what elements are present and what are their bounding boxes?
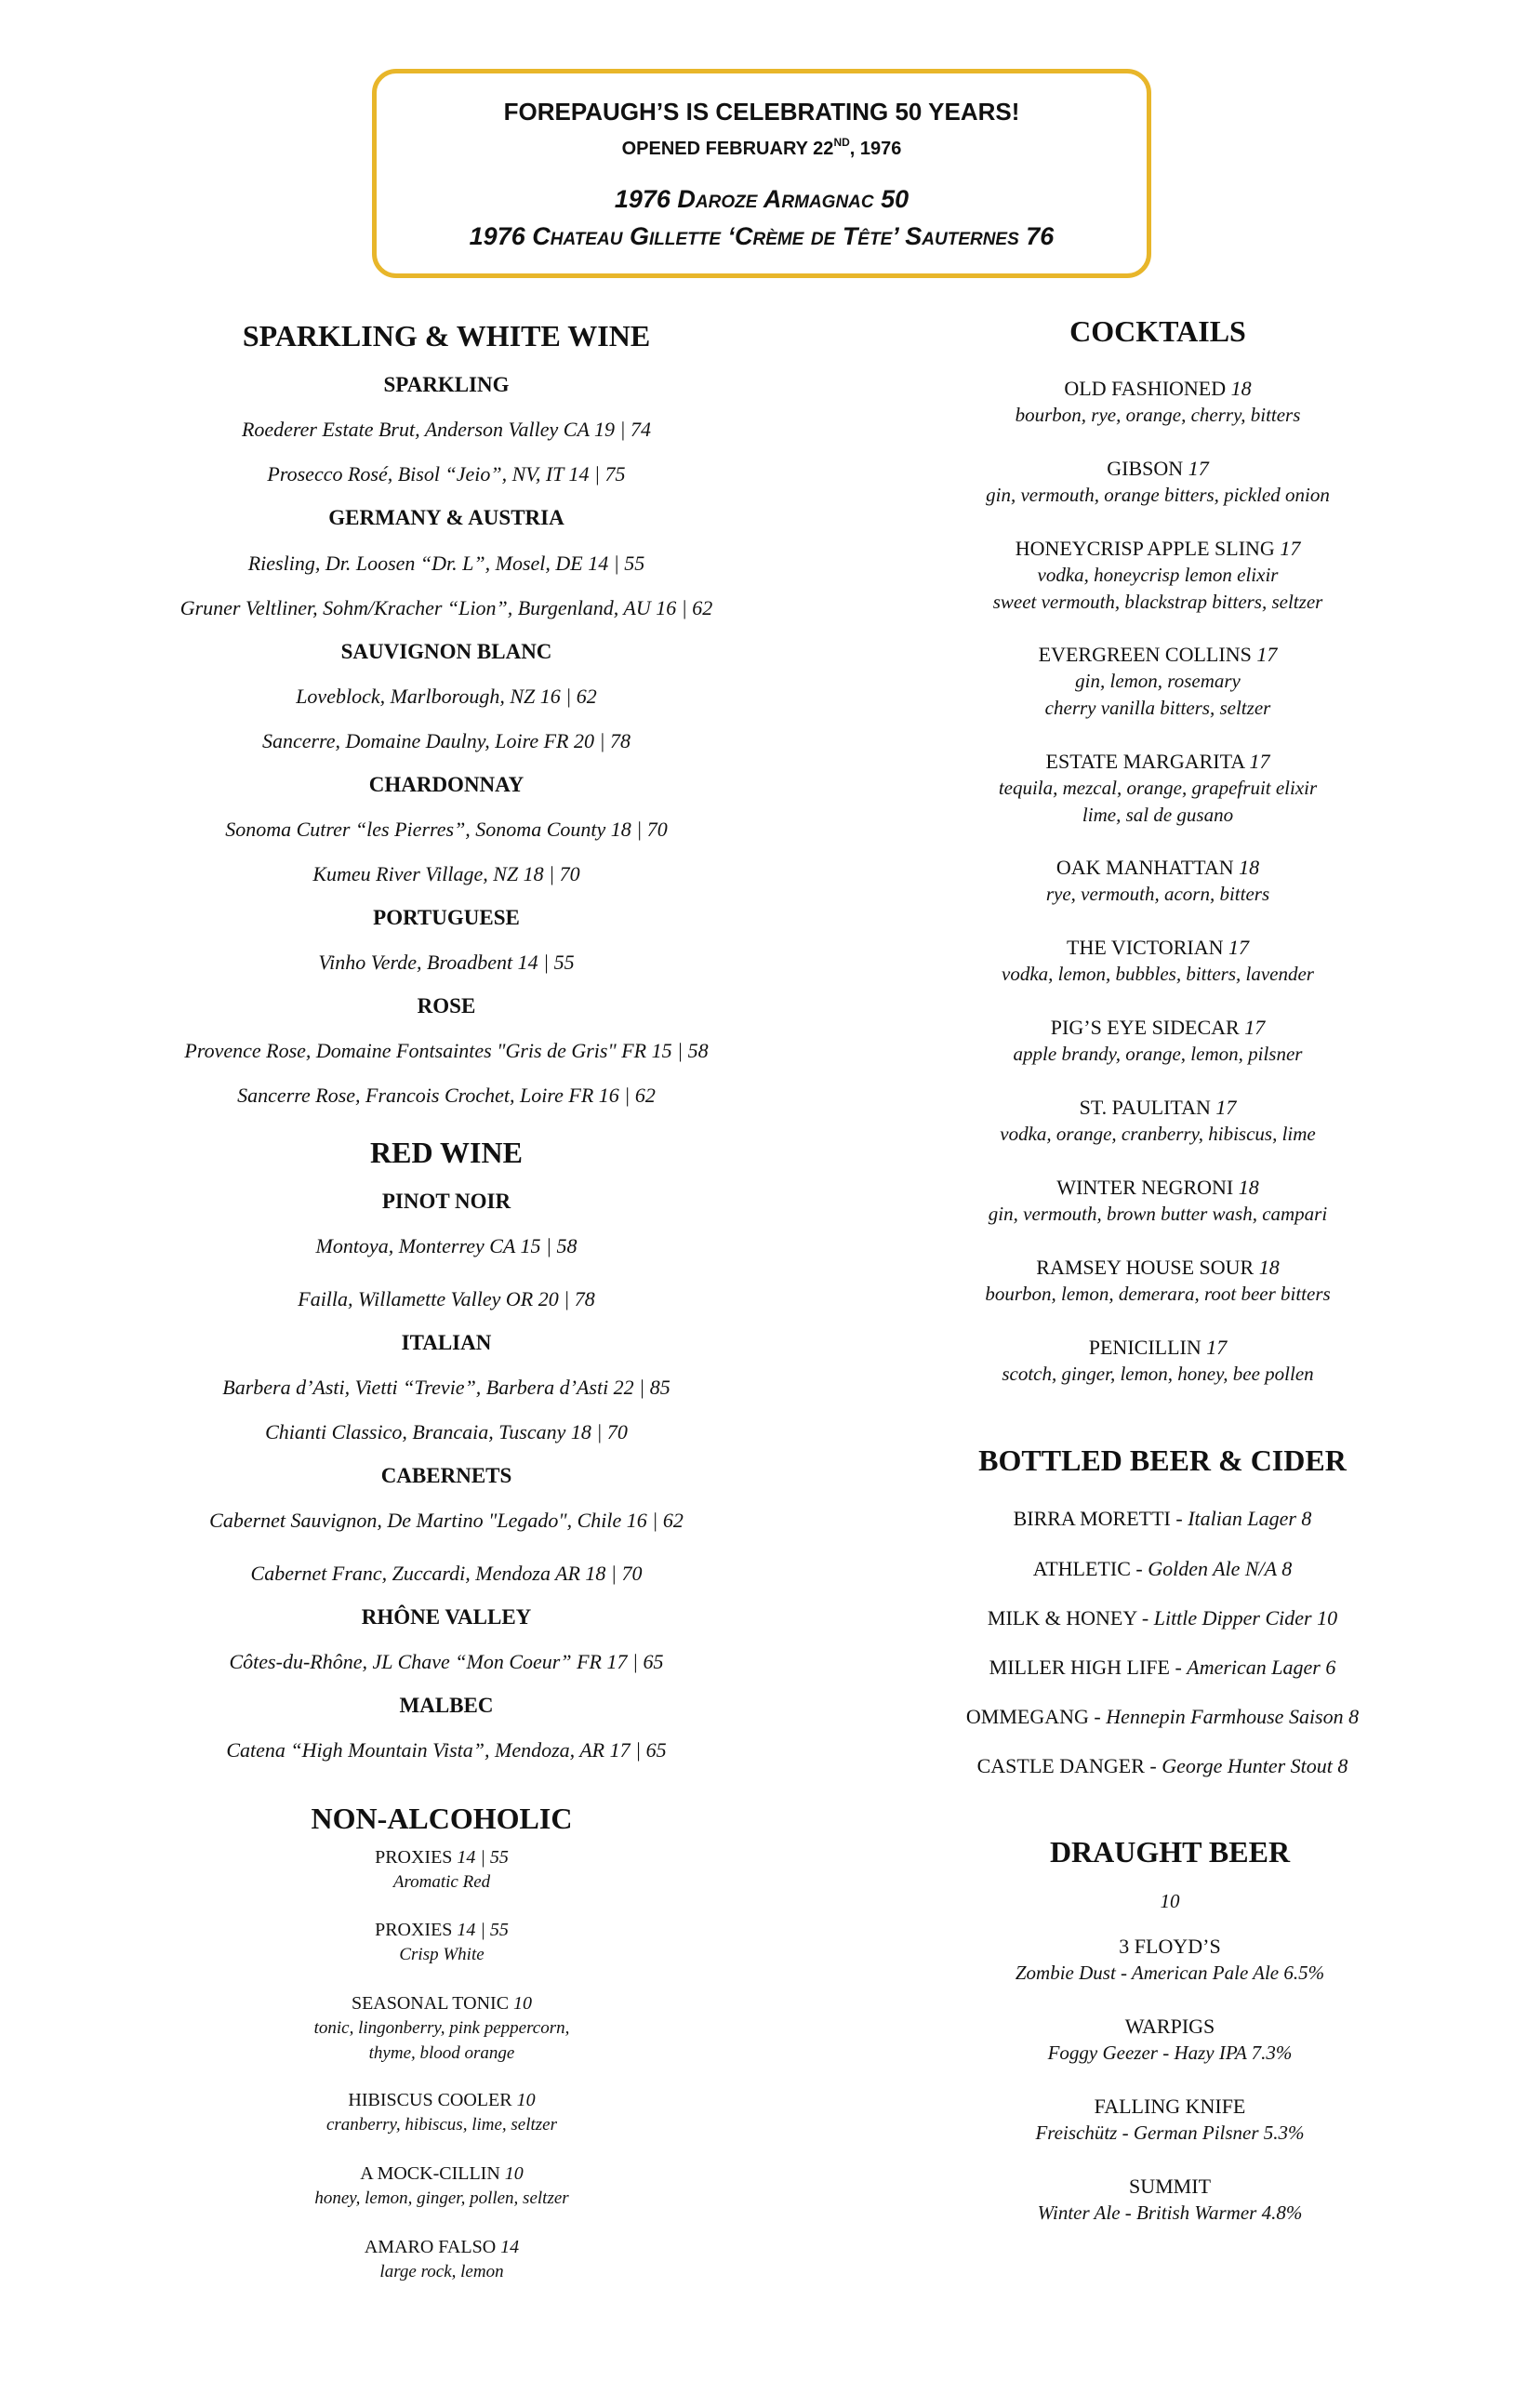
section-title-cocktails: COCKTAILS [1069, 314, 1246, 348]
cocktail-name: OAK MANHATTAN 18 [1055, 856, 1260, 879]
cocktail-name: THE VICTORIAN 17 [1067, 936, 1249, 959]
wine-item: Roederer Estate Brut, Anderson Valley CA 19 | 74 [241, 418, 652, 441]
wine-item: Kumeu River Village, NZ 18 | 70 [312, 862, 580, 885]
subhead-malbec: MALBEC [399, 1694, 494, 1717]
wine-item: Chianti Classico, Brancaia, Tuscany 18 | 70 [265, 1420, 628, 1443]
cocktail-desc: rye, vermouth, acorn, bitters [1045, 883, 1270, 905]
draught-beer-desc: Foggy Geezer - Hazy IPA 7.3% [1047, 2042, 1293, 2064]
draught-price: 10 [1160, 1890, 1180, 1912]
cocktail-desc: sweet vermouth, blackstrap bitters, seltzer [992, 591, 1323, 613]
subhead-chardonnay: CHARDONNAY [368, 773, 524, 796]
na-item-name: PROXIES 14 | 55 [375, 1920, 509, 1940]
subhead-rhone-valley: RHÔNE VALLEY [361, 1605, 532, 1629]
anniversary-banner [372, 69, 1151, 278]
cocktail-desc: bourbon, lemon, demerara, root beer bitters [985, 1283, 1331, 1305]
cocktail-name: WINTER NEGRONI 18 [1056, 1176, 1259, 1199]
wine-item: Failla, Willamette Valley OR 20 | 78 [298, 1287, 595, 1310]
cocktail-name: ESTATE MARGARITA 17 [1045, 750, 1270, 773]
subhead-sparkling: SPARKLING [383, 373, 510, 396]
banner-sauternes: 1976 Chateau Gillette ‘Crème de Tête’ Sauternes 76 [469, 222, 1055, 250]
draught-beer-desc: Winter Ale - British Warmer 4.8% [1037, 2201, 1303, 2224]
draught-brewery: 3 FLOYD’S [1119, 1935, 1221, 1958]
na-item-name: PROXIES 14 | 55 [375, 1847, 509, 1868]
wine-item: Sancerre, Domaine Daulny, Loire FR 20 | 78 [261, 729, 631, 752]
cocktail-desc: apple brandy, orange, lemon, pilsner [1013, 1043, 1303, 1065]
cocktail-name: EVERGREEN COLLINS 17 [1038, 643, 1278, 666]
wine-item: Prosecco Rosé, Bisol “Jeio”, NV, IT 14 | 75 [267, 462, 626, 486]
cocktail-name: HONEYCRISP APPLE SLING 17 [1015, 537, 1301, 560]
cocktail-name: GIBSON 17 [1107, 457, 1209, 480]
na-item-name: SEASONAL TONIC 10 [351, 1993, 533, 2014]
na-item-desc: tonic, lingonberry, pink peppercorn, [313, 2018, 570, 2038]
cocktail-desc: gin, vermouth, brown butter wash, campari [988, 1203, 1328, 1225]
wine-item: Côtes-du-Rhône, JL Chave “Mon Coeur” FR 17 | 65 [229, 1650, 664, 1673]
na-item-desc: thyme, blood orange [368, 2043, 515, 2063]
section-title-draught-beer: DRAUGHT BEER [1049, 1835, 1291, 1869]
na-item-name: AMARO FALSO 14 [364, 2237, 520, 2257]
na-item-desc: cranberry, hibiscus, lime, seltzer [325, 2115, 558, 2135]
draught-brewery: WARPIGS [1124, 2015, 1215, 2038]
cocktail-name: PIG’S EYE SIDECAR 17 [1050, 1016, 1266, 1039]
na-item-desc: large rock, lemon [379, 2262, 504, 2281]
cocktail-name: OLD FASHIONED 18 [1064, 377, 1252, 400]
cocktail-desc: tequila, mezcal, orange, grapefruit elixir [998, 777, 1318, 799]
draught-brewery: FALLING KNIFE [1094, 2095, 1246, 2118]
bottled-beer-item: BIRRA MORETTI - Italian Lager 8 [1013, 1507, 1312, 1530]
opened-date-suffix: ND [833, 136, 850, 149]
bottled-beer-item: MILLER HIGH LIFE - American Lager 6 [989, 1656, 1336, 1679]
wine-item: Cabernet Franc, Zuccardi, Mendoza AR 18 | 70 [250, 1562, 643, 1585]
wine-item: Barbera d’Asti, Vietti “Trevie”, Barbera d’Asti 22 | 85 [222, 1376, 670, 1399]
na-item-name: HIBISCUS COOLER 10 [348, 2090, 536, 2110]
section-title-bottled-beer: BOTTLED BEER & CIDER [978, 1443, 1347, 1477]
cocktail-name: PENICILLIN 17 [1088, 1336, 1228, 1359]
subhead-germany-austria: GERMANY & AUSTRIA [328, 506, 564, 529]
bottled-beer-item: ATHLETIC - Golden Ale N/A 8 [1032, 1557, 1293, 1580]
subhead-cabernets: CABERNETS [380, 1464, 512, 1487]
subhead-rose: ROSE [417, 994, 476, 1018]
wine-item: Montoya, Monterrey CA 15 | 58 [315, 1234, 578, 1257]
cocktail-desc: cherry vanilla bitters, seltzer [1044, 697, 1271, 719]
cocktail-desc: gin, vermouth, orange bitters, pickled onion [986, 484, 1330, 506]
section-title-sparkling-white: SPARKLING & WHITE WINE [242, 319, 651, 352]
subhead-sauvignon-blanc: SAUVIGNON BLANC [340, 640, 552, 663]
na-item-name: A MOCK-CILLIN 10 [360, 2163, 524, 2184]
wine-item: Loveblock, Marlborough, NZ 16 | 62 [296, 685, 597, 708]
cocktail-desc: gin, lemon, rosemary [1075, 670, 1241, 692]
wine-item: Gruner Veltliner, Sohm/Kracher “Lion”, Burgenland, AU 16 | 62 [179, 596, 713, 619]
cocktail-name: ST. PAULITAN 17 [1079, 1096, 1237, 1119]
wine-item: Riesling, Dr. Loosen “Dr. L”, Mosel, DE 14 | 55 [247, 552, 645, 575]
cocktail-desc: vodka, orange, cranberry, hibiscus, lime [1000, 1123, 1316, 1145]
banner-headline: FOREPAUGH’S IS CELEBRATING 50 YEARS! [503, 98, 1020, 126]
draught-brewery: SUMMIT [1128, 2175, 1212, 2198]
na-item-desc: Crisp White [399, 1945, 485, 1964]
cocktail-desc: vodka, lemon, bubbles, bitters, lavender [1002, 963, 1314, 985]
opened-date-text: OPENED FEBRUARY 22 [621, 139, 834, 159]
cocktail-desc: lime, sal de gusano [1082, 804, 1234, 826]
draught-beer-desc: Freischütz - German Pilsner 5.3% [1035, 2122, 1305, 2144]
banner-armagnac: 1976 Daroze Armagnac 50 [614, 185, 909, 213]
wine-item: Vinho Verde, Broadbent 14 | 55 [318, 951, 575, 974]
wine-item: Cabernet Sauvignon, De Martino "Legado", Chile 16 | 62 [209, 1509, 684, 1532]
banner-opened-date [377, 136, 1147, 160]
bottled-beer-item: MILK & HONEY - Little Dipper Cider 10 [987, 1606, 1338, 1629]
wine-item: Sancerre Rose, Francois Crochet, Loire FR 16 | 62 [237, 1084, 656, 1107]
bottled-beer-item: OMMEGANG - Hennepin Farmhouse Saison 8 [965, 1705, 1360, 1728]
subhead-pinot-noir: PINOT NOIR [381, 1190, 511, 1213]
subhead-portuguese: PORTUGUESE [373, 906, 520, 929]
cocktail-name: RAMSEY HOUSE SOUR 18 [1036, 1256, 1280, 1279]
section-title-red-wine: RED WINE [370, 1136, 523, 1169]
wine-item: Sonoma Cutrer “les Pierres”, Sonoma County 18 | 70 [225, 818, 668, 841]
subhead-italian: ITALIAN [401, 1331, 492, 1354]
section-title-non-alcoholic: NON-ALCOHOLIC [311, 1802, 573, 1835]
na-item-desc: Aromatic Red [392, 1872, 491, 1892]
draught-beer-desc: Zombie Dust - American Pale Ale 6.5% [1015, 1962, 1325, 1984]
cocktail-desc: scotch, ginger, lemon, honey, bee pollen [1002, 1363, 1314, 1385]
wine-item: Catena “High Mountain Vista”, Mendoza, AR 17 | 65 [226, 1738, 667, 1762]
opened-date-year: , 1976 [849, 139, 902, 159]
wine-item: Provence Rose, Domaine Fontsaintes "Gris de Gris" FR 15 | 58 [184, 1039, 709, 1062]
cocktail-desc: bourbon, rye, orange, cherry, bitters [1015, 404, 1301, 426]
na-item-desc: honey, lemon, ginger, pollen, seltzer [314, 2188, 569, 2208]
bottled-beer-item: CASTLE DANGER - George Hunter Stout 8 [976, 1754, 1348, 1777]
cocktail-desc: vodka, honeycrisp lemon elixir [1037, 564, 1279, 586]
